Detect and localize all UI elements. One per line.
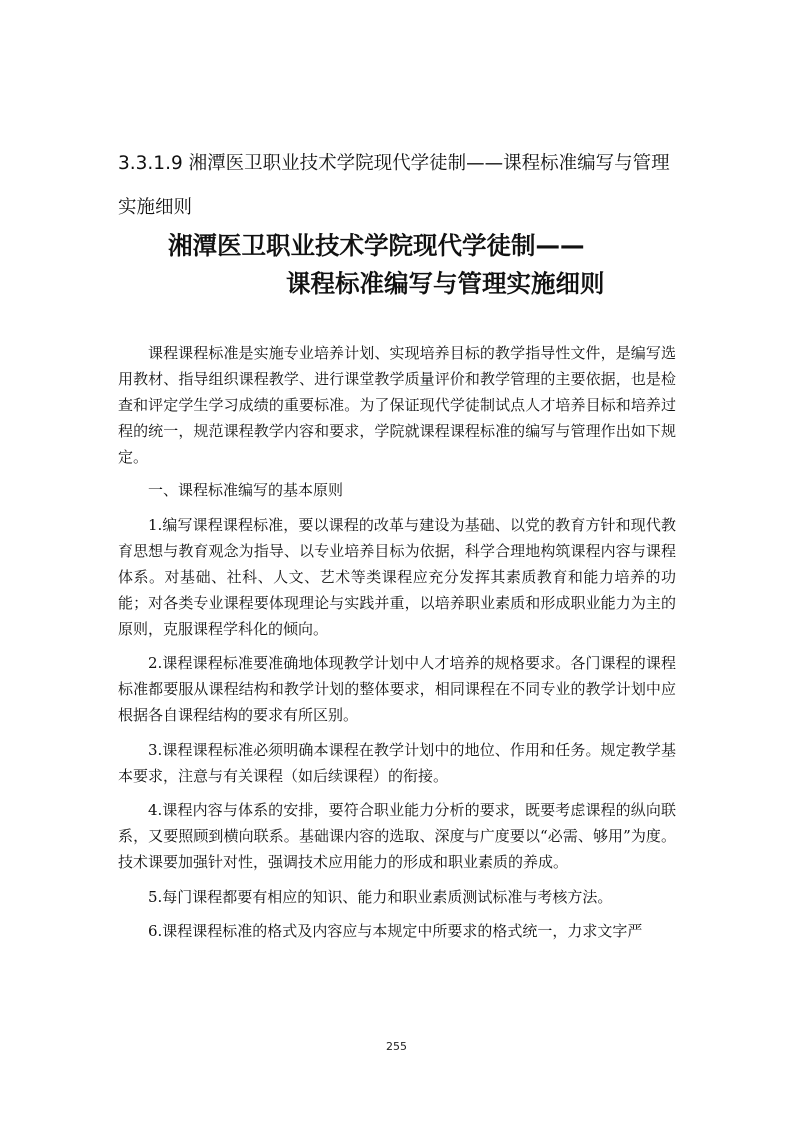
principle-paragraph-5: 5.每门课程都要有相应的知识、能力和职业素质测试标准与考核方法。 xyxy=(148,887,613,906)
principle-paragraph-4: 4.课程内容与体系的安排，要符合职业能力分析的要求，既要考虑课程的纵向联系，又要照顾到横向联系。基础课内容的选取、深度与广度要以“必需、够用”为度。技术课要加强针对性，强调技术应用能力的形成和职业素质的养成。 xyxy=(118,801,676,871)
principle-paragraph-2: 2.课程课程标准要准确地体现教学计划中人才培养的规格要求。各门课程的课程标准都要服从课程结构和教学计划的整体要求，相同课程在不同专业的教学计划中应根据各自课程结构的要求有所区别。 xyxy=(118,654,676,724)
principle-paragraph-3: 3.课程课程标准必须明确本课程在教学计划中的地位、作用和任务。规定教学基本要求，注意与有关课程（如后续课程）的衔接。 xyxy=(118,740,676,785)
intro-paragraph: 课程课程标准是实施专业培养计划、实现培养目标的教学指导性文件，是编写选用教材、指导组织课程教学、进行课堂教学质量评价和教学管理的主要依据，也是检查和评定学生学习成绩的重要标准。为了保证现代学徒制试点人才培养目标和培养过程的统一，规范课程教学内容和要求，学院就课程课程标准的编写与管理作出如下规定。 xyxy=(118,344,676,466)
section-heading: 3.3.1.9 湘潭医卫职业技术学院现代学徒制——课程标准编写与管理实施细则 xyxy=(118,153,670,218)
document-body xyxy=(118,340,676,953)
section-heading-principles: 一、课程标准编写的基本原则 xyxy=(148,481,344,499)
principle-paragraph-6: 6.课程课程标准的格式及内容应与本规定中所要求的格式统一，力求文字严 xyxy=(148,922,643,940)
document-title-line-2: 课程标准编写与管理实施细则 xyxy=(286,269,605,298)
principle-paragraph-1: 1.编写课程课程标准，要以课程的改革与建设为基础、以党的教育方针和现代教育思想与教育观念为指导、以专业培养目标为依据，科学合理地构筑课程内容与课程体系。对基础、社科、人文、艺术等类课程应充分发挥其素质教育和能力培养的功能；对各类专业课程要体现理论与实践并重，以培养职业素质和形成职业能力为主的原则，克服课程学科化的倾向。 xyxy=(118,515,676,638)
page-number: 255 xyxy=(386,1040,407,1053)
document-title-line-1: 湘潭医卫职业技术学院现代学徒制—— xyxy=(168,231,585,260)
